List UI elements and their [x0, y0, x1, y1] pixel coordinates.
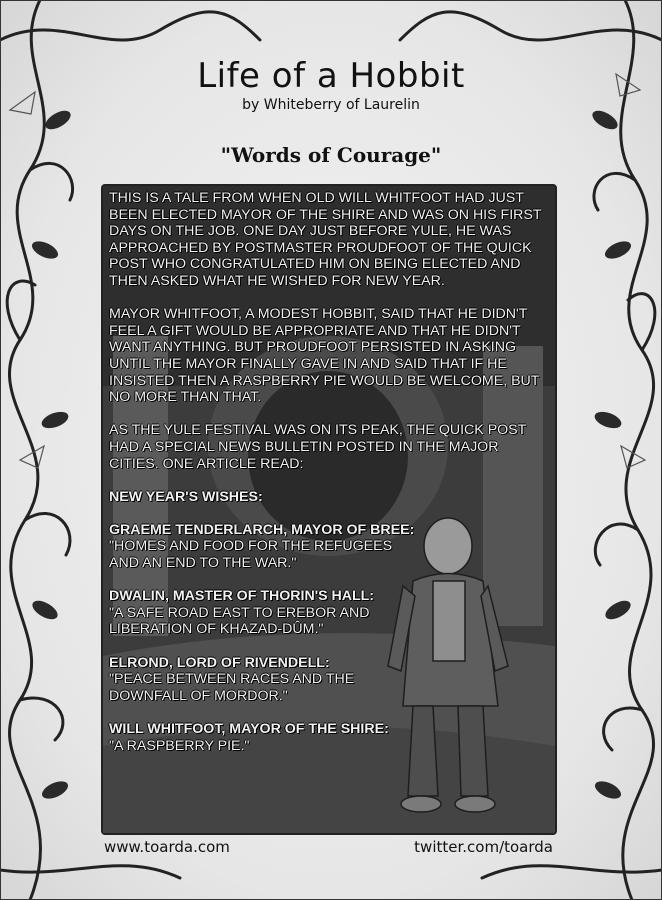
wish-quote: "HOMES AND FOOD FOR THE REFUGEES AND AN END TO THE WAR." [109, 538, 393, 572]
story-panel [101, 184, 557, 835]
page-title: Life of a Hobbit [197, 56, 465, 96]
story-paragraph-3: AS THE YULE FESTIVAL WAS ON ITS PEAK, THE QUICK POST HAD A SPECIAL NEWS BULLETIN POSTED IN THE MAJOR CITIES. ONE ARTICLE READ: [109, 422, 527, 472]
wish-quote: "A RASPBERRY PIE." [109, 737, 250, 754]
wish-quote: "PEACE BETWEEN RACES AND THE DOWNFALL OF MORDOR." [109, 671, 355, 704]
website-link[interactable]: www.toarda.com [104, 838, 230, 856]
story-paragraph-1: THIS IS A TALE FROM WHEN OLD WILL WHITFOOT HAD JUST BEEN ELECTED MAYOR OF THE SHIRE AND WAS ON HIS FIRST DAYS ON THE JOB. ONE DAY JUST BEFORE YULE, HE WAS APPROACHED BY POSTMASTER PROUDFOOT OF THE QUICK POST WHO CONGRATULATED HIM ON BEING ELECTED AND THEN ASKED WHAT HE WISHED FOR NEW YEAR. [109, 190, 542, 289]
story-paragraph-2: MAYOR WHITFOOT, A MODEST HOBBIT, SAID THAT HE DIDN'T FEEL A GIFT WOULD BE APPROPRIATE AND THAT HE DIDN'T WANT ANYTHING. BUT PROUDFOOT PERSISTED IN ASKING UNTIL THE MAYOR FINALLY GAVE IN AND SAID THAT IF HE INSISTED THEN A RASPBERRY PIE WOULD BE WELCOME, BUT NO MORE THAN THAT. [109, 306, 540, 406]
wish-speaker: ELROND, LORD OF RIVENDELL: [109, 654, 330, 671]
wish-quote: "A SAFE ROAD EAST TO EREBOR AND LIBERATION OF KHAZAD-DÛM." [109, 604, 370, 638]
story-text [109, 190, 549, 771]
wish-speaker: GRAEME TENDERLARCH, MAYOR OF BREE: [109, 521, 415, 538]
wish-entry [109, 721, 549, 754]
author-byline: by Whiteberry of Laurelin [242, 97, 420, 113]
story-subtitle: "Words of Courage" [220, 143, 442, 167]
wish-speaker: WILL WHITFOOT, MAYOR OF THE SHIRE: [109, 721, 389, 737]
wish-entry [109, 522, 549, 572]
twitter-link[interactable]: twitter.com/toarda [414, 838, 553, 856]
wishes-heading: NEW YEAR'S WISHES: [109, 488, 263, 505]
wish-entry [109, 655, 549, 705]
wish-entry [109, 588, 549, 638]
wish-speaker: DWALIN, MASTER OF THORIN'S HALL: [109, 588, 375, 605]
